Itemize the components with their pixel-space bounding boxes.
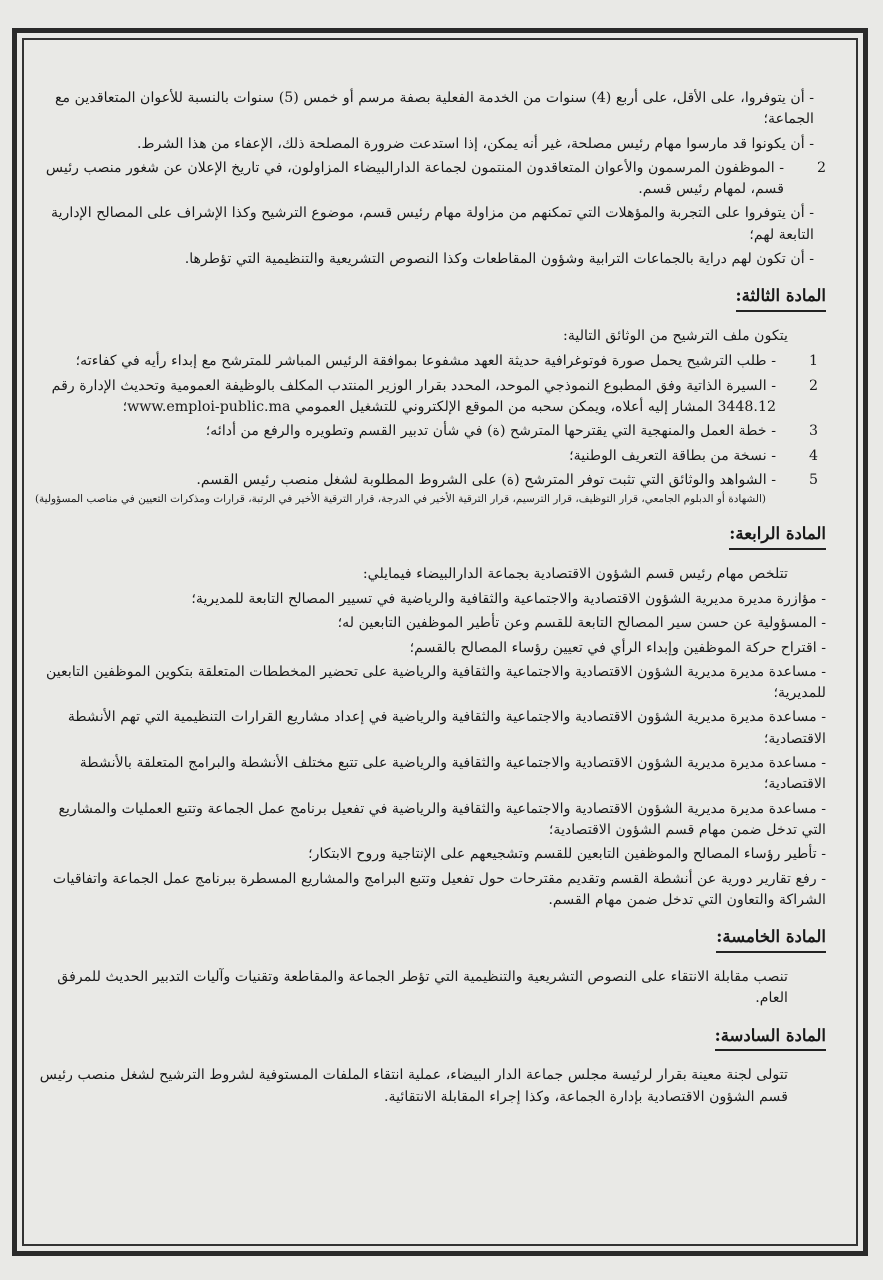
list-item xyxy=(30,421,826,442)
condition-experience: - أن يتوفروا على التجربة والمؤهلات التي تمكنهم من مزاولة مهام رئيس قسم، موضوع الترشيح وكذا الإشراف على المصالح الإدارية التابعة لهم؛ xyxy=(51,205,814,243)
condition-head-of-service: - أن يكونوا قد مارسوا مهام رئيس مصلحة، غير أنه يمكن، إذا استدعت ضرورة المصلحة ذلك، الإعفاء من هذا الشرط. xyxy=(137,135,814,152)
task-item: - مساعدة مديرة مديرية الشؤون الاقتصادية والاجتماعية والثقافية والرياضية على تحضير المخططات المتعلقة بتكوين الموظفين التابعين للمديرية؛ xyxy=(45,663,826,702)
article-4-intro: تتلخص مهام رئيس قسم الشؤون الاقتصادية بجماعة الدارالبيضاء فيمايلي: xyxy=(362,565,788,582)
item-text: - طلب الترشيح يحمل صورة فوتوغرافية حديثة العهد مشفوعا بموافقة الرئيس المباشر للمترشح مع إبداء رأيه في كفاءته؛ xyxy=(75,353,776,370)
list-item xyxy=(30,351,826,372)
task-item: - مساعدة مديرة مديرية الشؤون الاقتصادية والاجتماعية والثقافية والرياضية على تتبع مختلف الأنشطة والبرامج المتعلقة بالأنشطة الاقتصادية؛ xyxy=(79,755,826,793)
article-5-text: تنصب مقابلة الانتقاء على النصوص التشريعية والتنظيمية التي تؤطر الجماعة والمقاطعة وتقنيات وآليات التدبير الحديث للمرفق العام. xyxy=(57,968,788,1007)
task-item: - المسؤولية عن حسن سير المصالح التابعة للقسم وعن تأطير الموظفين التابعين له؛ xyxy=(337,615,826,632)
item-text: - الشواهد والوثائق التي تثبت توفر المترشح (ة) على الشروط المطلوبة لشغل منصب رئيس القسم. xyxy=(196,471,776,488)
article-4-heading: المادة الرابعة: xyxy=(729,522,826,550)
condition-service-years: - أن يتوفروا، على الأقل، على أربع (4) سنوات من الخدمة الفعلية بصفة مرسم أو خمس (5) سنوات بالنسبة للأعوان المتعاقدين مع الجماعة؛ xyxy=(54,90,814,128)
item-number: 2 xyxy=(808,377,818,394)
task-item: - مساعدة مديرة مديرية الشؤون الاقتصادية والاجتماعية والثقافية والرياضية في إعداد مشاريع القرارات التنظيمية التي تهم الأنشطة الاقتصادية؛ xyxy=(67,709,826,747)
list-item xyxy=(30,376,826,419)
item-text: - خطة العمل والمنهجية التي يقترحها المترشح (ة) في شأن تدبير القسم وتطويره والرفع من أدائه؛ xyxy=(205,423,776,440)
task-item: - مؤازرة مديرة مديرية الشؤون الاقتصادية والاجتماعية والثقافية والرياضية في تسيير المصالح التابعة للمديرية؛ xyxy=(191,591,826,607)
list-item xyxy=(30,446,826,467)
article-3-intro: يتكون ملف الترشيح من الوثائق التالية: xyxy=(563,328,788,345)
item-text: - نسخة من بطاقة التعريف الوطنية؛ xyxy=(569,447,776,464)
item-number: 3 xyxy=(808,423,818,440)
condition-knowledge: - أن تكون لهم دراية بالجماعات الترابية وشؤون المقاطعات وكذا النصوص التشريعية والتنظيمية التي تؤطرها. xyxy=(184,251,814,268)
documents-note: (الشهادة أو الدبلوم الجامعي، قرار التوظيف، قرار الترسيم، قرار الترقية الأخير في الدرجة، قرار الترقية الأخير في الرتبة، قرارات ومذكرات التعيين في مناصب المسؤولية) xyxy=(34,493,766,506)
category-number: 2 xyxy=(816,159,826,176)
item-number: 5 xyxy=(808,471,818,488)
task-item: - اقتراح حركة الموظفين وإبداء الرأي في تعيين رؤساء المصالح بالقسم؛ xyxy=(409,639,826,656)
article-3-heading: المادة الثالثة: xyxy=(736,284,826,312)
list-item xyxy=(30,470,826,491)
article-5-heading: المادة الخامسة: xyxy=(716,925,826,953)
article-6-heading: المادة السادسة: xyxy=(715,1024,826,1052)
article-6-text: تتولى لجنة معينة بقرار لرئيسة مجلس جماعة الدار البيضاء، عملية انتقاء الملفات المستوفية لشروط الترشيح لشغل منصب رئيس قسم الشؤون الاقتصادية بإدارة الجماعة، وكذا إجراء المقابلة الانتقائية. xyxy=(39,1067,788,1105)
task-item: - رفع تقارير دورية عن أنشطة القسم وتقديم مقترحات حول تفعيل وتتبع البرامج والمشاريع المسطرة ببرنامج عمل الجماعة واتفاقيات الشراكة والتعاون التي تدخل ضمن مهام القسم. xyxy=(52,870,826,908)
item-number: 1 xyxy=(808,353,818,370)
document-body xyxy=(30,88,826,1112)
item-text: - السيرة الذاتية وفق المطبوع النموذجي الموحد، المحدد بقرار الوزير المنتدب المكلف بالوظيفة العمومية وتحديث الإدارة رقم 3448.12 المشار إليه أعلاه، ويمكن سحبه من الموقع الإلكتروني للتشغيل العمومي www.emploi-public.ma؛ xyxy=(51,377,776,416)
item-number: 4 xyxy=(808,447,818,464)
task-item: - تأطير رؤساء المصالح والموظفين التابعين للقسم وتشجيعهم على الإنتاجية وروح الابتكار؛ xyxy=(308,846,826,863)
category-item-2 xyxy=(30,158,826,201)
task-item: - مساعدة مديرة مديرية الشؤون الاقتصادية والاجتماعية والثقافية والرياضية في تفعيل برنامج عمل الجماعة وتتبع العمليات والمشاريع التي تدخل ضمن مهام قسم الشؤون الاقتصادية؛ xyxy=(58,800,826,838)
category-text: - الموظفون المرسمون والأعوان المتعاقدون المنتمون لجماعة الدارالبيضاء المزاولون، في تاريخ الإعلان عن شغور منصب رئيس قسم، لمهام رئيس قسم. xyxy=(45,159,784,198)
